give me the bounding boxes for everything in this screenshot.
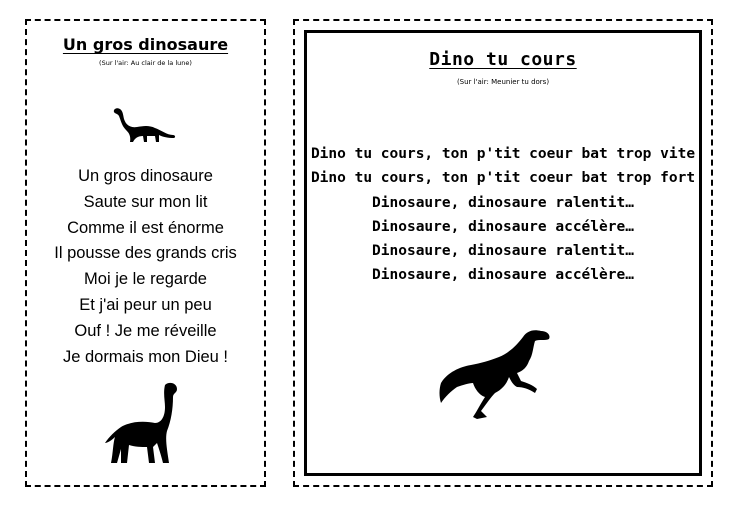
verse-line: Dinosaure, dinosaure accélère… <box>372 267 634 284</box>
verse-line: Ouf ! Je me réveille <box>74 321 217 340</box>
verse-line: Saute sur mon lit <box>83 192 208 211</box>
brachiosaurus-silhouette-icon <box>105 381 195 467</box>
verse-line: Moi je le regarde <box>84 270 207 289</box>
song-card-right <box>293 19 713 487</box>
verse-line: Dino tu cours, ton p'tit coeur bat trop fort <box>310 170 696 187</box>
song-subtitle: (Sur l'air: Au clair de la lune) <box>99 59 192 67</box>
song-title: Dino tu cours <box>429 49 577 70</box>
song-title: Un gros dinosaure <box>62 35 229 54</box>
verse-line: Il pousse des grands cris <box>54 244 237 263</box>
running-dinosaur-silhouette-icon <box>437 323 557 423</box>
verse-line: Dinosaure, dinosaure ralentit… <box>372 194 634 211</box>
song-verse <box>307 142 699 288</box>
brachiosaurus-silhouette-icon <box>111 107 177 145</box>
verse-line: Dino tu cours, ton p'tit coeur bat trop vite <box>310 146 696 162</box>
verse-line: Un gros dinosaure <box>78 167 213 185</box>
song-card-left <box>25 19 266 487</box>
verse-line: Je dormais mon Dieu ! <box>62 347 229 366</box>
verse-line: Dinosaure, dinosaure ralentit… <box>372 243 634 260</box>
card-frame <box>304 30 702 476</box>
verse-line: Et j'ai peur un peu <box>79 295 212 314</box>
verse-line: Dinosaure, dinosaure accélère… <box>372 218 634 235</box>
verse-line: Comme il est énorme <box>67 218 224 237</box>
song-verse <box>27 164 264 370</box>
song-subtitle: (Sur l'air: Meunier tu dors) <box>456 78 550 86</box>
